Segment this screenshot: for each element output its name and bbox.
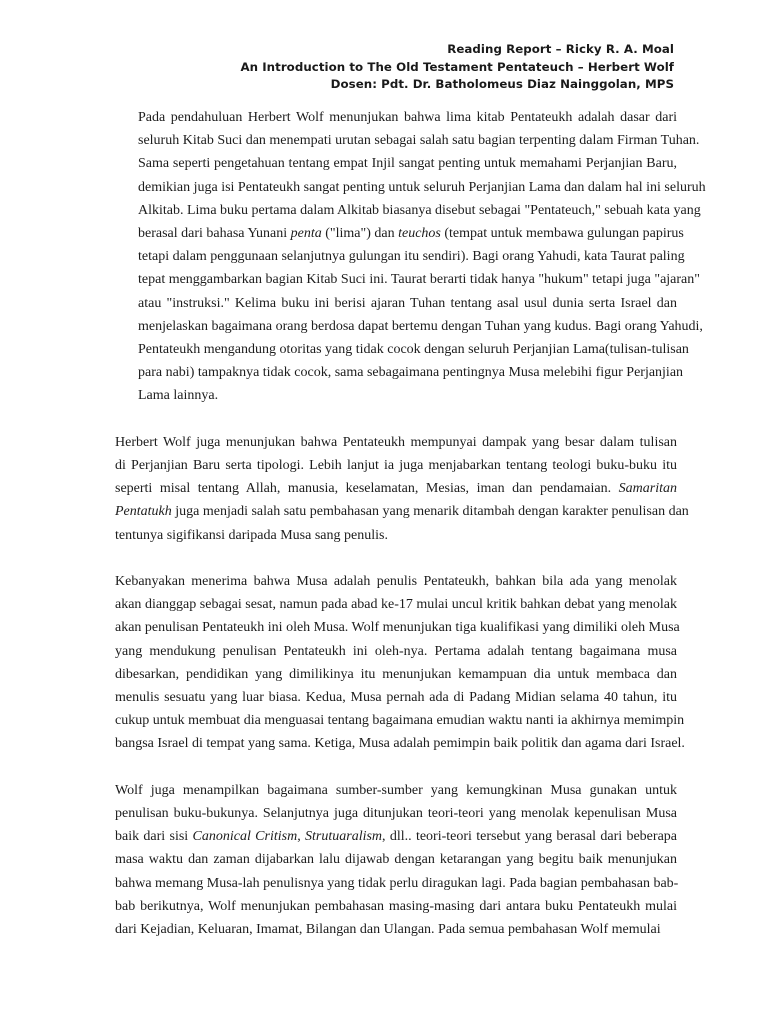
text-line: Herbert Wolf juga menunjukan bahwa Pentateukh mempunyai dampak yang besar dalam tulisan (115, 434, 677, 450)
text-line: akan penulisan Pentateukh ini oleh Musa. Wolf menunjukan tiga kualifikasi yang dimiliki oleh Musa (115, 620, 680, 636)
text-line: menjelaskan bagaimana orang berdosa dapat bertemu dengan Tuhan yang kudus. Bagi orang Yahudi, (138, 318, 703, 334)
text-line: masa waktu dan zaman dijabarkan lalu dijawab dengan ketarangan yang begitu baik menunjukan (115, 852, 677, 868)
italic-term: Pentatukh (115, 504, 172, 520)
text-line: yang mendukung penulisan Pentateukh ini oleh-nya. Pertama adalah tentang bagaimana musa (115, 643, 677, 659)
italic-term: teuchos (398, 226, 441, 242)
text-line: baik dari sisi Canonical Critism, Strutuaralism, dll.. teori-teori tersebut yang berasal dari beberapa (115, 829, 677, 845)
text-line: Pentateukh mengandung otoritas yang tidak cocok dengan seluruh Perjanjian Lama(tulisan-tulisan (138, 342, 689, 358)
paragraph (92, 779, 677, 941)
paragraph (92, 431, 689, 547)
text-line: seluruh Kitab Suci dan menempati urutan sebagai salah satu bagian terpenting dalam Firman Tuhan. (138, 133, 700, 149)
text-line: tepat menggambarkan bagian Kitab Suci ini. Taurat berarti tidak hanya "hukum" tetapi juga "ajaran" (138, 272, 700, 288)
text-line: dari Kejadian, Keluaran, Imamat, Bilangan dan Ulangan. Pada semua pembahasan Wolf memulai (115, 922, 661, 938)
text-line: penulisan buku-bukunya. Selanjutnya juga ditunjukan teori-teori yang menolak kepenulisan Musa (115, 806, 677, 822)
header-line-author: Reading Report – Ricky R. A. Moal (447, 42, 674, 56)
text-line: berasal dari bahasa Yunani penta ("lima") dan teuchos (tempat untuk membawa gulungan papirus (138, 226, 684, 242)
text-line: Pentatukh juga menjadi salah satu pembahasan yang menarik ditambah dengan karakter penulisan dan (115, 504, 689, 520)
header-line-lecturer: Dosen: Pdt. Dr. Batholomeus Diaz Nainggolan, MPS (330, 77, 674, 91)
header-line-book: An Introduction to The Old Testament Pentateuch – Herbert Wolf (240, 59, 674, 74)
text-line: bangsa Israel di tempat yang sama. Ketiga, Musa adalah pemimpin baik politik dan agama dari Israel. (115, 736, 685, 752)
text-line: bahwa memang Musa-lah penulisnya yang tidak perlu diragukan lagi. Pada bagian pembahasan bab- (115, 875, 679, 891)
paragraph (92, 570, 685, 756)
italic-term: Samaritan (618, 481, 677, 497)
text-line: di Perjanjian Baru serta tipologi. Lebih lanjut ia juga menjabarkan tentang teologi buku-buku itu (115, 458, 677, 474)
text-line: tetapi dalam penggunaan selanjutnya gulungan itu sendiri). Bagi orang Yahudi, kata Taurat paling (138, 249, 685, 265)
report-header (240, 41, 674, 94)
text-line: Alkitab. Lima buku pertama dalam Alkitab biasanya disebut sebagai "Pentateuch," sebuah kata yang (138, 202, 701, 218)
italic-term: penta (290, 226, 322, 242)
text-line: menulis sesuatu yang luar biasa. Kedua, Musa pernah ada di Padang Midian selama 40 tahun, itu (115, 690, 677, 706)
italic-term: Canonical Critism (192, 829, 298, 845)
text-line: dibesarkan, pendidikan yang dimilikinya itu menunjukan kemampuan dia untuk membaca dan (115, 666, 677, 682)
text-line: Lama lainnya. (138, 388, 219, 404)
text-line: Wolf juga menampilkan bagaimana sumber-sumber yang kemungkinan Musa gunakan untuk (115, 782, 677, 798)
text-line: bab berikutnya, Wolf menunjukan pembahasan masing-masing dari antara buku Pentateukh mulai (115, 898, 677, 914)
report-body (92, 106, 706, 964)
text-line: para nabi) tampaknya tidak cocok, sama sebagaimana pentingnya Musa melebihi figur Perjanjian (138, 365, 684, 381)
text-line: tentunya sigifikansi daripada Musa sang penulis. (115, 527, 388, 543)
italic-term: Strutuaralism (305, 829, 383, 845)
text-line: Sama seperti pengetahuan tentang empat Injil sangat penting untuk memahami Perjanjian Baru, (138, 156, 677, 172)
text-line: demikian juga isi Pentateukh sangat penting untuk seluruh Perjanjian Lama dan dalam hal ini seluruh (138, 179, 706, 195)
text-line: Kebanyakan menerima bahwa Musa adalah penulis Pentateukh, bahkan bila ada yang menolak (115, 574, 677, 590)
text-line: atau "instruksi." Kelima buku ini berisi ajaran Tuhan tentang asal usul dunia serta Israel dan (138, 295, 677, 311)
text-line: seperti misal tentang Allah, manusia, keselamatan, Mesias, iman dan pendamaian. Samaritan (115, 481, 677, 497)
text-line: akan dianggap sebagai sesat, namun pada abad ke-17 mulai uncul kritik bahkan debat yang menolak (115, 597, 677, 613)
text-line: Pada pendahuluan Herbert Wolf menunjukan bahwa lima kitab Pentateukh adalah dasar dari (138, 110, 677, 125)
paragraph (92, 106, 706, 408)
text-line: cukup untuk membuat dia menguasai tentang bagaimana emudian waktu nanti ia akhirnya memimpin (115, 713, 685, 729)
